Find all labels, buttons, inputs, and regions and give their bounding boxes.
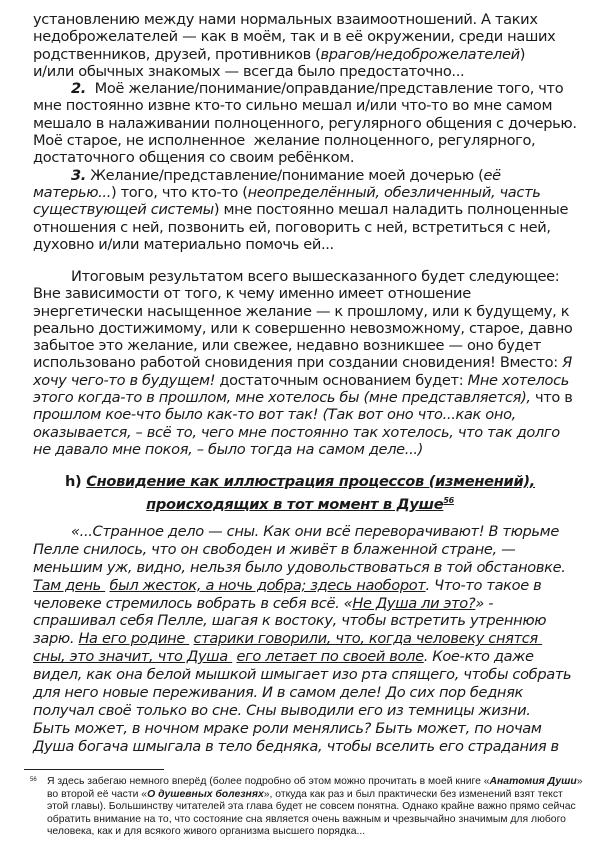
footnote-reference[interactable]: 56 bbox=[443, 496, 454, 505]
text-segment: использовано работой сновидения при создании сновидения! Вместо: bbox=[33, 354, 563, 372]
underlined-text: Не Душа ли это? bbox=[352, 594, 476, 612]
text-line bbox=[33, 424, 598, 441]
text-segment: этого когда-то в прошлом, мне хотелось бы (мне представляется), bbox=[33, 389, 535, 407]
text-line bbox=[33, 149, 598, 166]
text-segment: . Что-то такое в bbox=[425, 576, 542, 594]
text-line bbox=[33, 541, 598, 559]
text-line bbox=[47, 789, 595, 802]
text-segment: реально достижимому, или к совершенно невозможному, старое, давно bbox=[33, 319, 573, 337]
text-segment: Желание/представление/понимание моей дочерью ( bbox=[86, 166, 484, 184]
text-segment: забытое это желание, или свежее, недавно возникшее — оно будет bbox=[33, 337, 542, 355]
text-line bbox=[33, 354, 598, 371]
text-segment: матерью... bbox=[33, 183, 111, 201]
text-line bbox=[33, 11, 598, 28]
text-segment: Я bbox=[562, 354, 572, 372]
quotation-paragraph bbox=[33, 523, 598, 756]
text-line bbox=[33, 684, 598, 702]
text-line bbox=[33, 523, 598, 541]
text-line bbox=[33, 80, 598, 97]
text-line bbox=[33, 595, 598, 613]
footnote bbox=[30, 776, 595, 839]
text-line bbox=[33, 184, 598, 201]
text-line bbox=[33, 201, 598, 218]
footnote-separator bbox=[24, 769, 164, 770]
text-line bbox=[33, 738, 598, 756]
text-segment: Моё старое, не исполненное желание полноценного, регулярного, bbox=[33, 132, 536, 150]
text-line bbox=[47, 776, 595, 789]
section-heading-line-1 bbox=[0, 472, 600, 491]
section-heading bbox=[0, 472, 600, 514]
numbered-list-continuation bbox=[33, 11, 598, 253]
text-segment: получал своё только во сне. Сны выводили его из темницы жизни. bbox=[33, 701, 531, 719]
text-segment: неопределённый, обезличенный, часть bbox=[247, 183, 541, 201]
text-line bbox=[33, 97, 598, 114]
text-line bbox=[33, 46, 598, 63]
underlined-text: Там день bbox=[33, 576, 106, 594]
text-segment: отношения с ней, позвонить ей, поговорить с ней, встретиться с ней, bbox=[33, 218, 551, 236]
text-segment: О душевных болезнях bbox=[147, 788, 264, 800]
text-segment: мешало в налаживании полноценного, регулярного общения с дочерью. bbox=[33, 114, 577, 132]
text-segment: родственников, друзей, противников ( bbox=[33, 45, 321, 63]
underlined-text: старики говорили, что, когда человеку снятся bbox=[193, 630, 543, 648]
text-segment: оказывается, – всё то, чего мне постоянно так хотелось, что так долго bbox=[33, 423, 560, 441]
text-line bbox=[33, 406, 598, 423]
text-segment: врагов/недоброжелателей bbox=[320, 45, 520, 63]
text-line bbox=[47, 801, 595, 814]
text-segment: достаточного общения со своим ребёнком. bbox=[33, 149, 355, 167]
text-segment: человеке стремилось вобрать в себя всё. « bbox=[33, 594, 353, 612]
text-line bbox=[33, 219, 598, 236]
text-line bbox=[33, 115, 598, 132]
text-segment: «...Странное дело — сны. Как они всё переворачивают! В тюрьме bbox=[71, 523, 559, 540]
text-segment: ) мне постоянно мешал наладить полноценные bbox=[213, 201, 569, 219]
text-segment: 2. bbox=[71, 80, 86, 98]
text-segment: мне постоянно извне кто-то сильно мешал и/или что-то во мне самом bbox=[33, 97, 553, 115]
text-segment: видел, как она белой мышкой шмыгает изо рта спящего, чтобы собрать bbox=[33, 666, 572, 684]
text-segment: » bbox=[576, 776, 583, 787]
text-segment: этой главы). Большинству читателей эта глава будет не совсем понятна. Однако крайне важно прямо сейчас bbox=[47, 801, 576, 813]
text-line bbox=[33, 236, 598, 253]
text-line bbox=[33, 28, 598, 45]
text-segment: энергетически насыщенное желание — к прошлому, или к будущему, к bbox=[33, 302, 570, 320]
text-line bbox=[47, 826, 595, 839]
footnote-text bbox=[47, 776, 595, 839]
text-segment: существующей системы bbox=[33, 201, 214, 219]
text-segment: Мне хотелось bbox=[467, 371, 570, 389]
text-segment: Пелле снилось, что он свободен и живёт в блаженной стране, — bbox=[33, 540, 516, 558]
text-segment: для него новые переживания. И в самом деле! До сих пор бедняк bbox=[33, 684, 524, 702]
text-line bbox=[33, 441, 598, 458]
text-segment: 3. bbox=[71, 166, 86, 184]
text-segment: », откуда как раз и был практически без изменений взят текст bbox=[263, 788, 563, 800]
text-line bbox=[33, 702, 598, 720]
text-line bbox=[33, 648, 598, 666]
text-segment: человека, как и для всякого живого организма высшего порядка... bbox=[47, 826, 366, 838]
text-segment: Итоговым результатом всего вышесказанного будет следующее: bbox=[71, 268, 560, 285]
text-segment: меньшим уж, видно, нельзя было удовольствоваться в той обстановке. bbox=[33, 558, 566, 576]
text-line bbox=[33, 268, 598, 285]
text-line bbox=[33, 612, 598, 630]
text-segment: установлению между нами нормальных взаимоотношений. А таких bbox=[33, 11, 538, 28]
text-segment: Моё желание/понимание/оправдание/представление того, что bbox=[86, 80, 564, 98]
section-title-part-2: происходящих в тот момент в Душе bbox=[146, 495, 444, 513]
text-segment: и/или обычных знакомых — всегда было предостаточно... bbox=[33, 62, 465, 80]
underlined-text: его летает по своей воле bbox=[236, 648, 424, 666]
section-heading-line-2 bbox=[0, 491, 600, 514]
text-segment: прошлом кое-что было как-то вот так! (Так вот оно что...как оно, bbox=[33, 406, 516, 424]
text-line bbox=[33, 63, 598, 80]
text-segment: Я здесь забегаю немного вперёд (более подробно об этом можно прочитать в моей книге « bbox=[47, 776, 490, 787]
text-line bbox=[33, 285, 598, 302]
footnote-number: 56 bbox=[30, 777, 37, 783]
text-segment: что в bbox=[535, 389, 573, 407]
text-segment: не давало мне покоя, – было тогда на самом деле...) bbox=[33, 440, 424, 458]
section-title-part-1: Сновидение как иллюстрация процессов (изменений), bbox=[86, 473, 536, 490]
text-segment: зарю. bbox=[33, 630, 79, 648]
text-line bbox=[33, 132, 598, 149]
text-segment: . Кое-кто даже bbox=[423, 648, 534, 666]
text-line bbox=[47, 814, 595, 827]
text-line bbox=[33, 372, 598, 389]
text-segment: Вне зависимости от того, к чему именно имеет отношение bbox=[33, 285, 471, 303]
text-segment: Быть может, в ночном мраке роли менялись? Быть может, по ночам bbox=[33, 719, 542, 737]
text-segment: Душа богача шмыгала в тело бедняка, чтобы вселить его страдания в bbox=[33, 737, 559, 755]
text-line bbox=[33, 666, 598, 684]
text-segment: ) того, что кто-то ( bbox=[111, 183, 248, 201]
text-segment: спрашивал себя Пелле, шагая к востоку, чтобы встретить утреннюю bbox=[33, 612, 547, 630]
text-line bbox=[33, 389, 598, 406]
text-line bbox=[33, 167, 598, 184]
text-line bbox=[33, 320, 598, 337]
text-line bbox=[33, 337, 598, 354]
text-segment: духовно и/или материально помочь ей... bbox=[33, 235, 334, 253]
text-segment: » - bbox=[475, 594, 494, 612]
text-line bbox=[33, 630, 598, 648]
text-segment: во второй её части « bbox=[47, 788, 148, 800]
summary-paragraph bbox=[33, 268, 598, 458]
text-line bbox=[33, 559, 598, 577]
underlined-text: был жесток, а ночь добра; здесь наоборот bbox=[109, 576, 426, 594]
text-segment: достаточным основанием будет: bbox=[215, 371, 468, 389]
section-letter: h) bbox=[64, 473, 87, 490]
text-segment: Анатомия Души bbox=[489, 776, 577, 787]
text-line bbox=[33, 303, 598, 320]
text-line bbox=[33, 720, 598, 738]
text-segment: обратить внимание на то, что состояние сна является очень важным и чрезвычайно значимым для любого bbox=[47, 813, 566, 825]
text-segment: недоброжелателей — как в моём, так и в её окружении, среди наших bbox=[33, 28, 556, 46]
text-segment: ) bbox=[519, 45, 526, 63]
text-segment: хочу чего-то в будущем! bbox=[33, 371, 216, 389]
underlined-text: На его родине bbox=[78, 630, 190, 648]
text-segment: её bbox=[483, 166, 501, 184]
text-line bbox=[33, 577, 598, 595]
underlined-text: сны, это значит, что Душа bbox=[33, 648, 233, 666]
